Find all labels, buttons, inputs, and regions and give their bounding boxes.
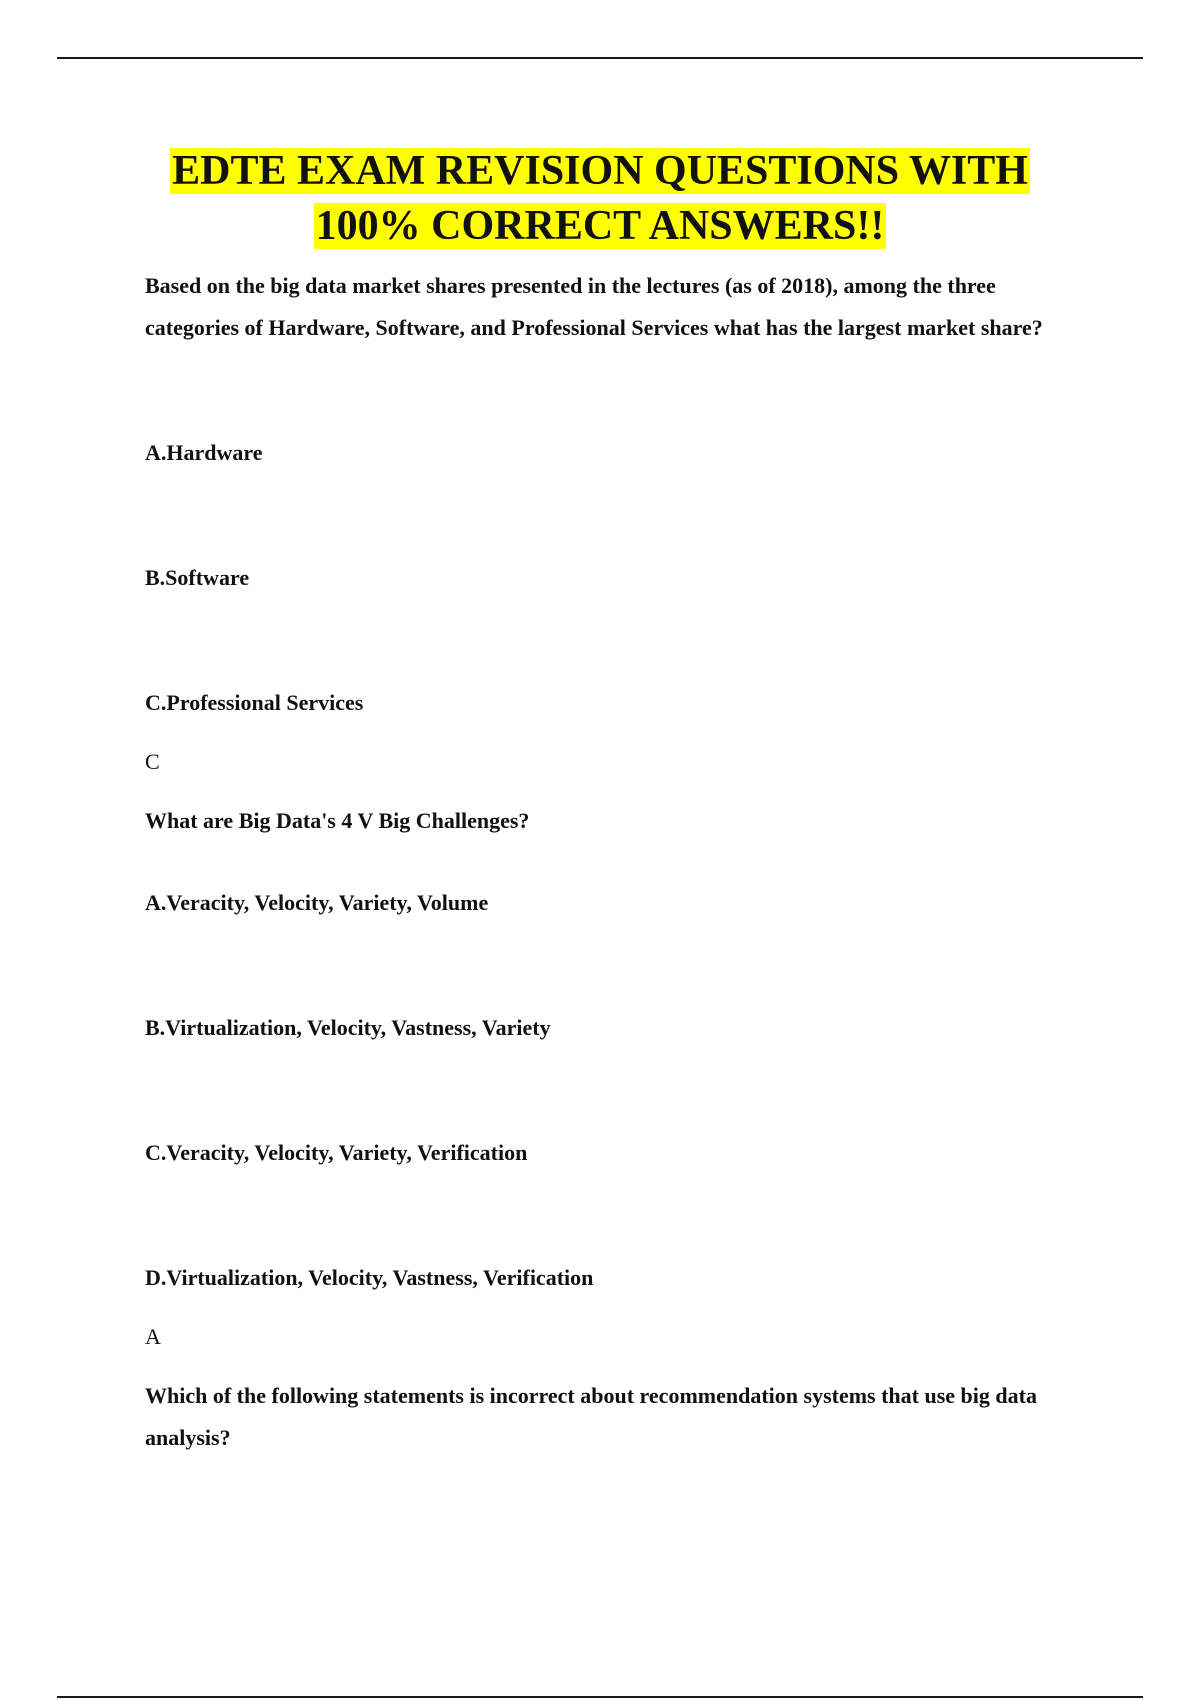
question-1-option-c: C.Professional Services (145, 690, 364, 715)
top-rule (57, 57, 1143, 59)
question-1-answer: C (145, 749, 160, 774)
question-2-option-a: A.Veracity, Velocity, Variety, Volume (145, 890, 489, 915)
question-2-option-d: D.Virtualization, Velocity, Vastness, Verification (145, 1265, 594, 1290)
question-2-option-b: B.Virtualization, Velocity, Vastness, Variety (145, 1015, 551, 1040)
title-line-2: 100% CORRECT ANSWERS!! (315, 203, 885, 249)
question-2-text: What are Big Data's 4 V Big Challenges? (145, 808, 530, 833)
question-1-text: Based on the big data market shares presented in the lectures (as of 2018), among the three categories of Hardware, Software, and Professional Services what has the largest market share? (145, 273, 1043, 340)
question-2-option-c: C.Veracity, Velocity, Variety, Verification (145, 1140, 528, 1165)
title-line-1: EDTE EXAM REVISION QUESTIONS WITH (172, 148, 1028, 194)
question-1-option-a: A.Hardware (145, 440, 263, 465)
question-2-answer: A (145, 1324, 161, 1349)
bottom-rule (57, 1696, 1143, 1698)
question-1-option-b: B.Software (145, 565, 250, 590)
document-title (0, 144, 1200, 254)
question-3-text: Which of the following statements is incorrect about recommendation systems that use big data analysis? (145, 1383, 1037, 1450)
